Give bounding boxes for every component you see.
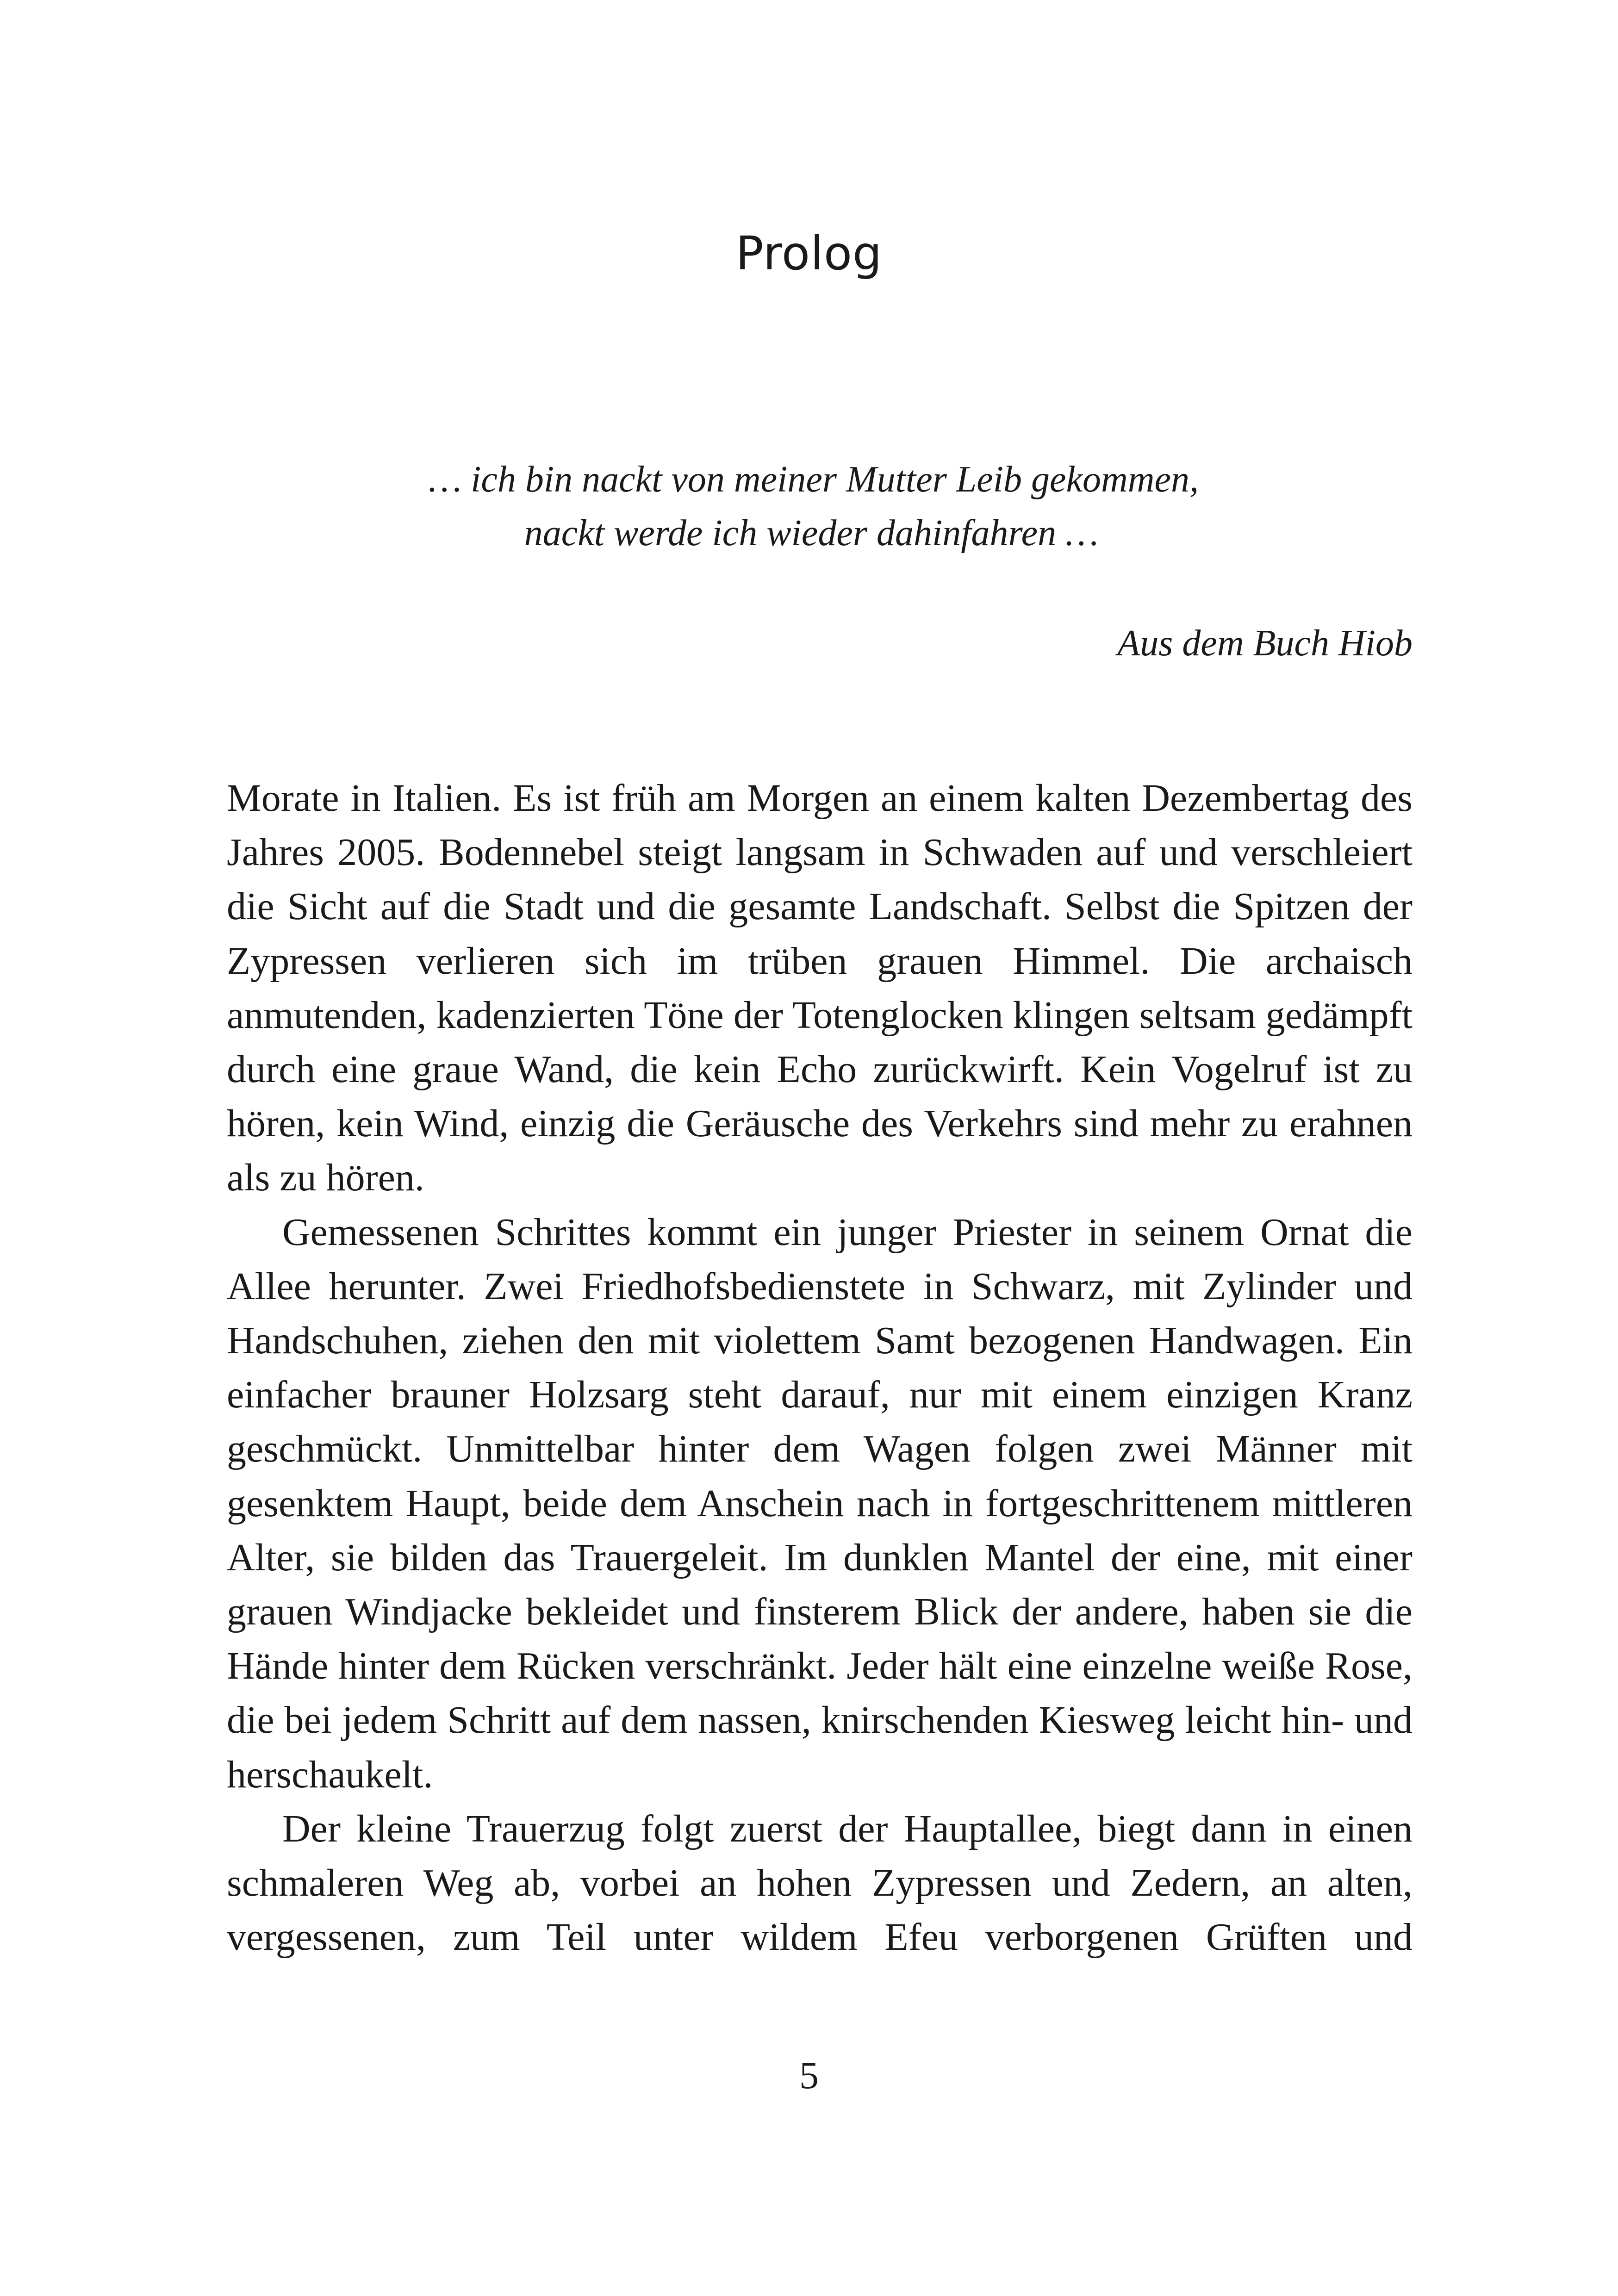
epigraph-line: nackt werde ich wieder dahinfahren … (524, 513, 1099, 554)
chapter-title: Prolog (735, 226, 883, 280)
body-text (227, 771, 1413, 1964)
paragraph: Gemessenen Schrittes kommt ein junger Priester in seinem Ornat die Allee herunter. Zwei Friedhofsbedienstete in Schwarz, mit Zylinder und Handschuhen, ziehen den mit violettem Samt bezogenen Handwagen. Ein einfacher brauner Holzsarg steht darauf, nur mit einem einzigen Kranz geschmückt. Unmittelbar hinter dem Wagen folgen zwei Männer mit gesenktem Haupt, beide dem Anschein nach in fortgeschrittenem mittleren Alter, sie bilden das Trauergeleit. Im dunklen Mantel der eine, mit einer grauen Windjacke bekleidet und finsterem Blick der andere, haben sie die Hände hinter dem Rücken verschränkt. Jeder hält eine einzelne weiße Rose, die bei jedem Schritt auf dem nassen, knirschenden Kiesweg leicht hin- und herschaukelt. (227, 1210, 1413, 1796)
paragraph: Der kleine Trauerzug folgt zuerst der Hauptallee, biegt dann in einen schmaleren Weg ab, vorbei an hohen Zypressen und Zedern, an alten, vergessenen, zum Teil unter wildem Efeu verborgenen Grüften und (227, 1807, 1413, 1959)
epigraph (0, 453, 1618, 560)
epigraph-line: … ich bin nackt von meiner Mutter Leib gekommen, (428, 459, 1199, 500)
page-number: 5 (799, 2054, 819, 2097)
paragraph: Morate in Italien. Es ist früh am Morgen an einem kalten Dezembertag des Jahres 2005. Bodennebel steigt langsam in Schwaden auf und verschleiert die Sicht auf die Stadt und die gesamte Landschaft. Selbst die Spitzen der Zypressen verlieren sich im trüben grauen Himmel. Die archaisch anmutenden, kadenzierten Töne der Totenglocken klingen seltsam gedämpft durch eine graue Wand, die kein Echo zurückwirft. Kein Vogelruf ist zu hören, kein Wind, einzig die Geräusche des Verkehrs sind mehr zu erahnen als zu hören. (227, 777, 1413, 1200)
epigraph-source: Aus dem Buch Hiob (1117, 623, 1413, 664)
